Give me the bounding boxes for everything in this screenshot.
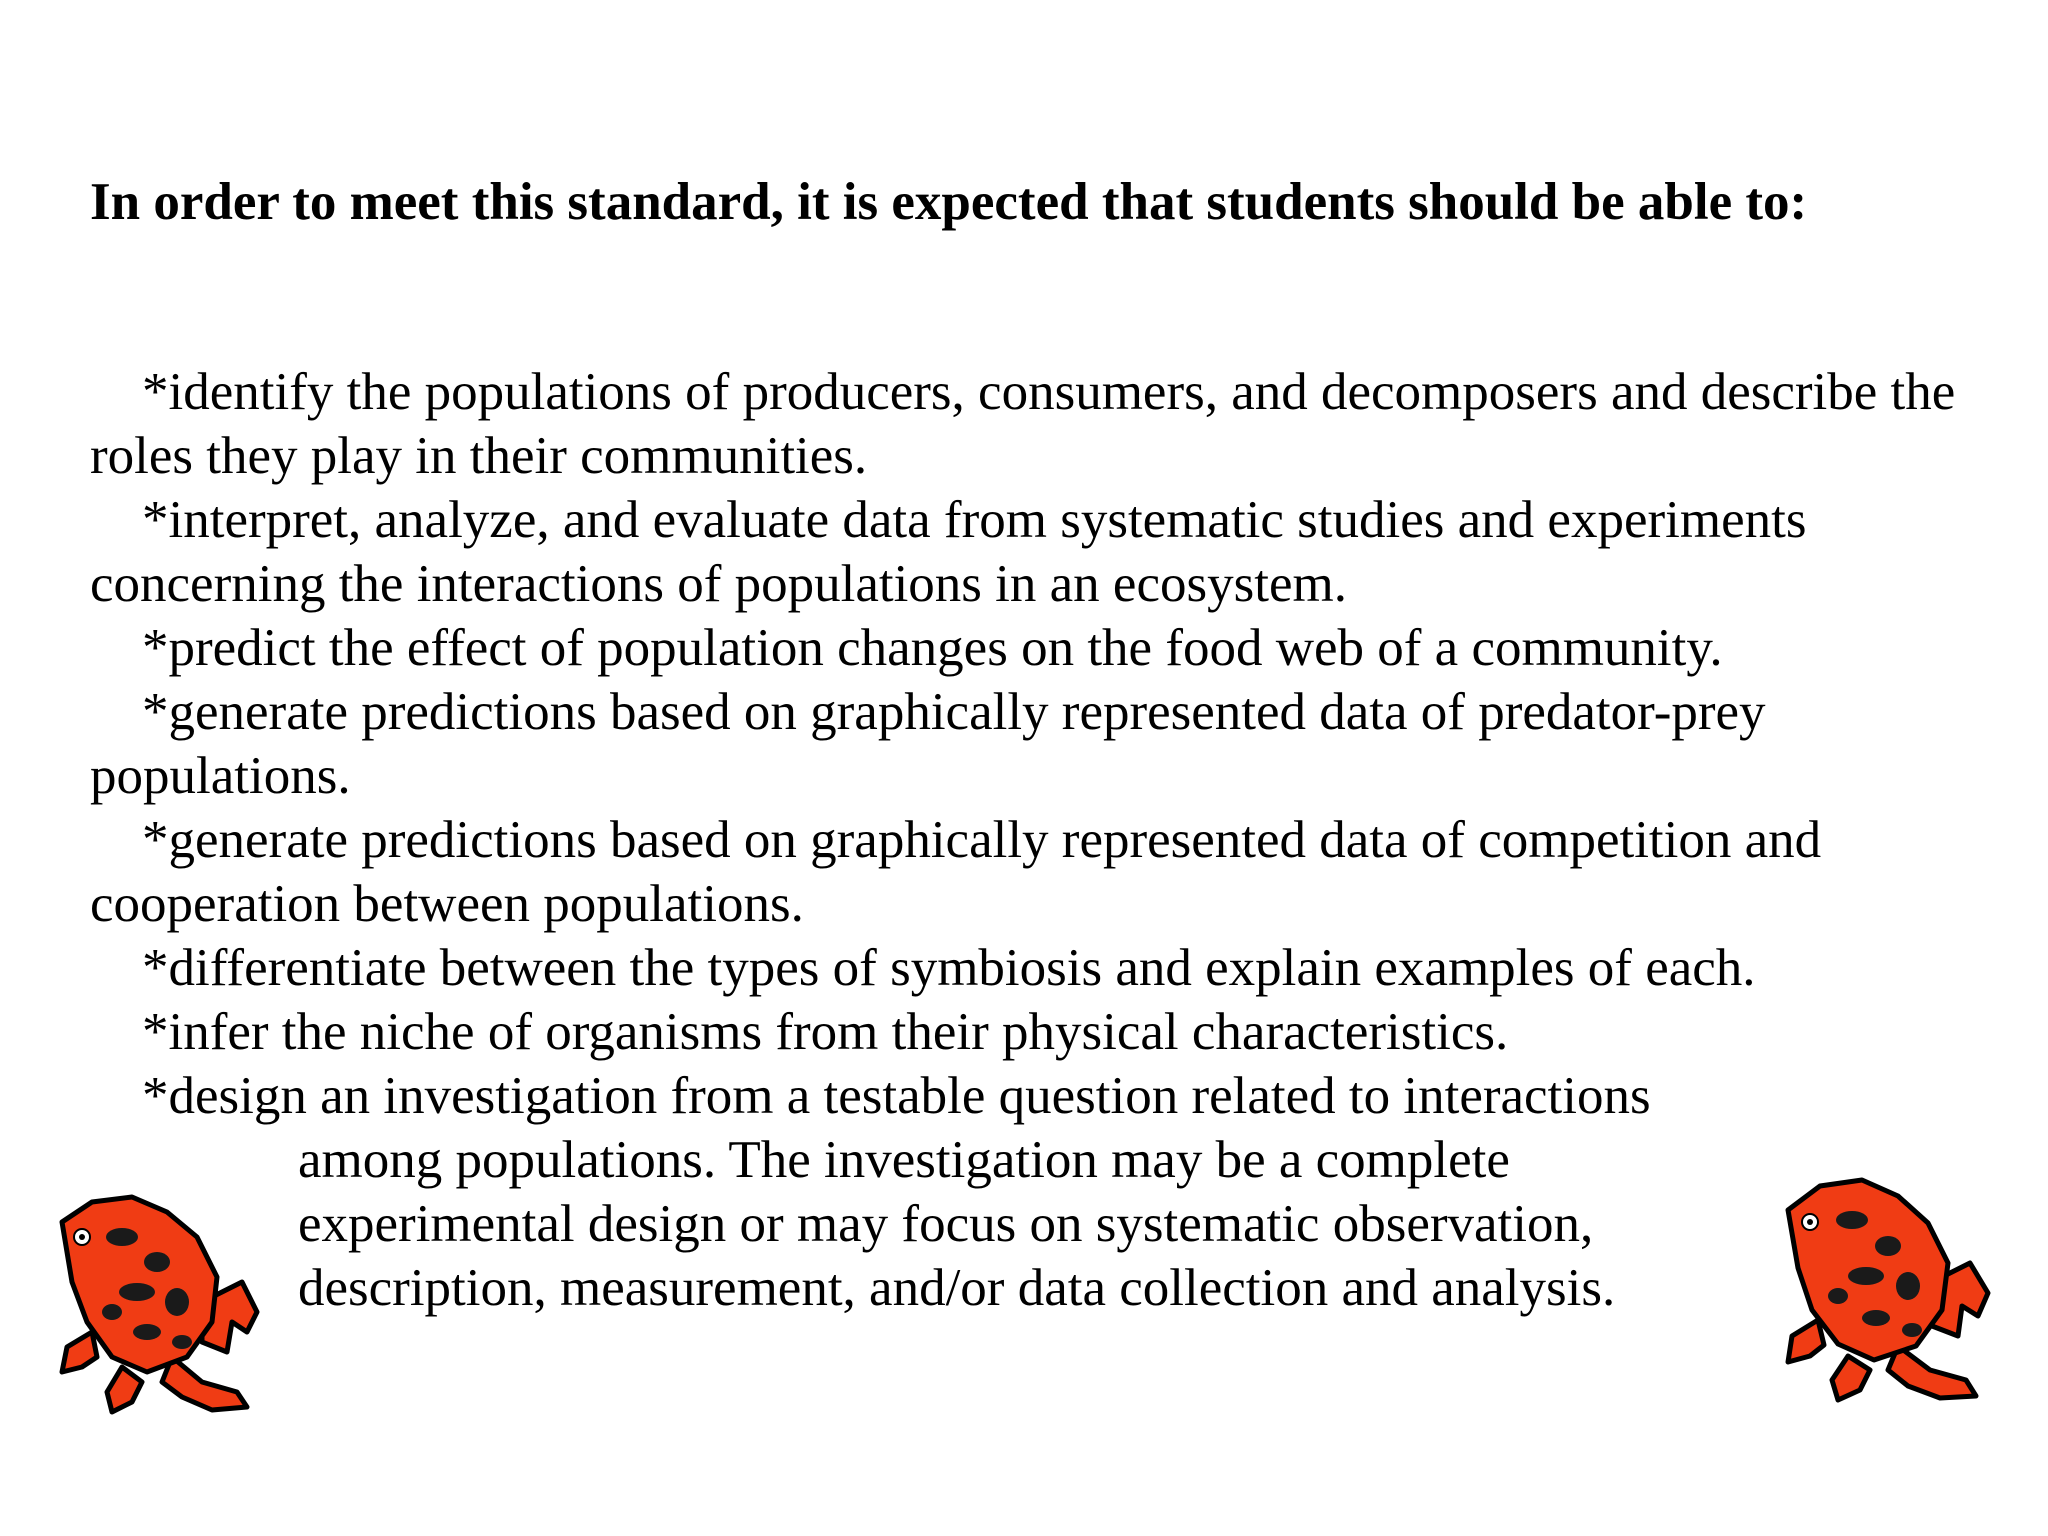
list-item: *predict the effect of population changes on the food web of a community.	[142, 619, 1723, 677]
frog-icon	[52, 1182, 272, 1420]
frog-icon	[1780, 1168, 2000, 1406]
list-item: *generate predictions based on graphically represented data of predator-prey populations.	[90, 683, 1766, 805]
list-item: *identify the populations of producers, consumers, and decomposers and describe the roles they play in their communities.	[90, 363, 1956, 485]
list-item-first-line: *design an investigation from a testable question related to interactions	[142, 1067, 1651, 1125]
list-item-continuation: among populations. The investigation may be a complete	[298, 1131, 1510, 1189]
slide-heading: In order to meet this standard, it is expected that students should be able to:	[90, 173, 1808, 231]
list-item-continuation: experimental design or may focus on systematic observation,	[298, 1195, 1594, 1253]
list-item: *infer the niche of organisms from their physical characteristics.	[142, 1003, 1509, 1061]
list-item-design	[90, 1064, 1970, 1320]
standards-list	[90, 360, 1970, 1320]
list-item-continuation: description, measurement, and/or data collection and analysis.	[298, 1259, 1616, 1317]
list-item: *differentiate between the types of symbiosis and explain examples of each.	[142, 939, 1756, 997]
list-item: *interpret, analyze, and evaluate data from systematic studies and experiments concerning the interactions of populations in an ecosystem.	[90, 491, 1807, 613]
list-item: *generate predictions based on graphically represented data of competition and cooperation between populations.	[90, 811, 1822, 933]
